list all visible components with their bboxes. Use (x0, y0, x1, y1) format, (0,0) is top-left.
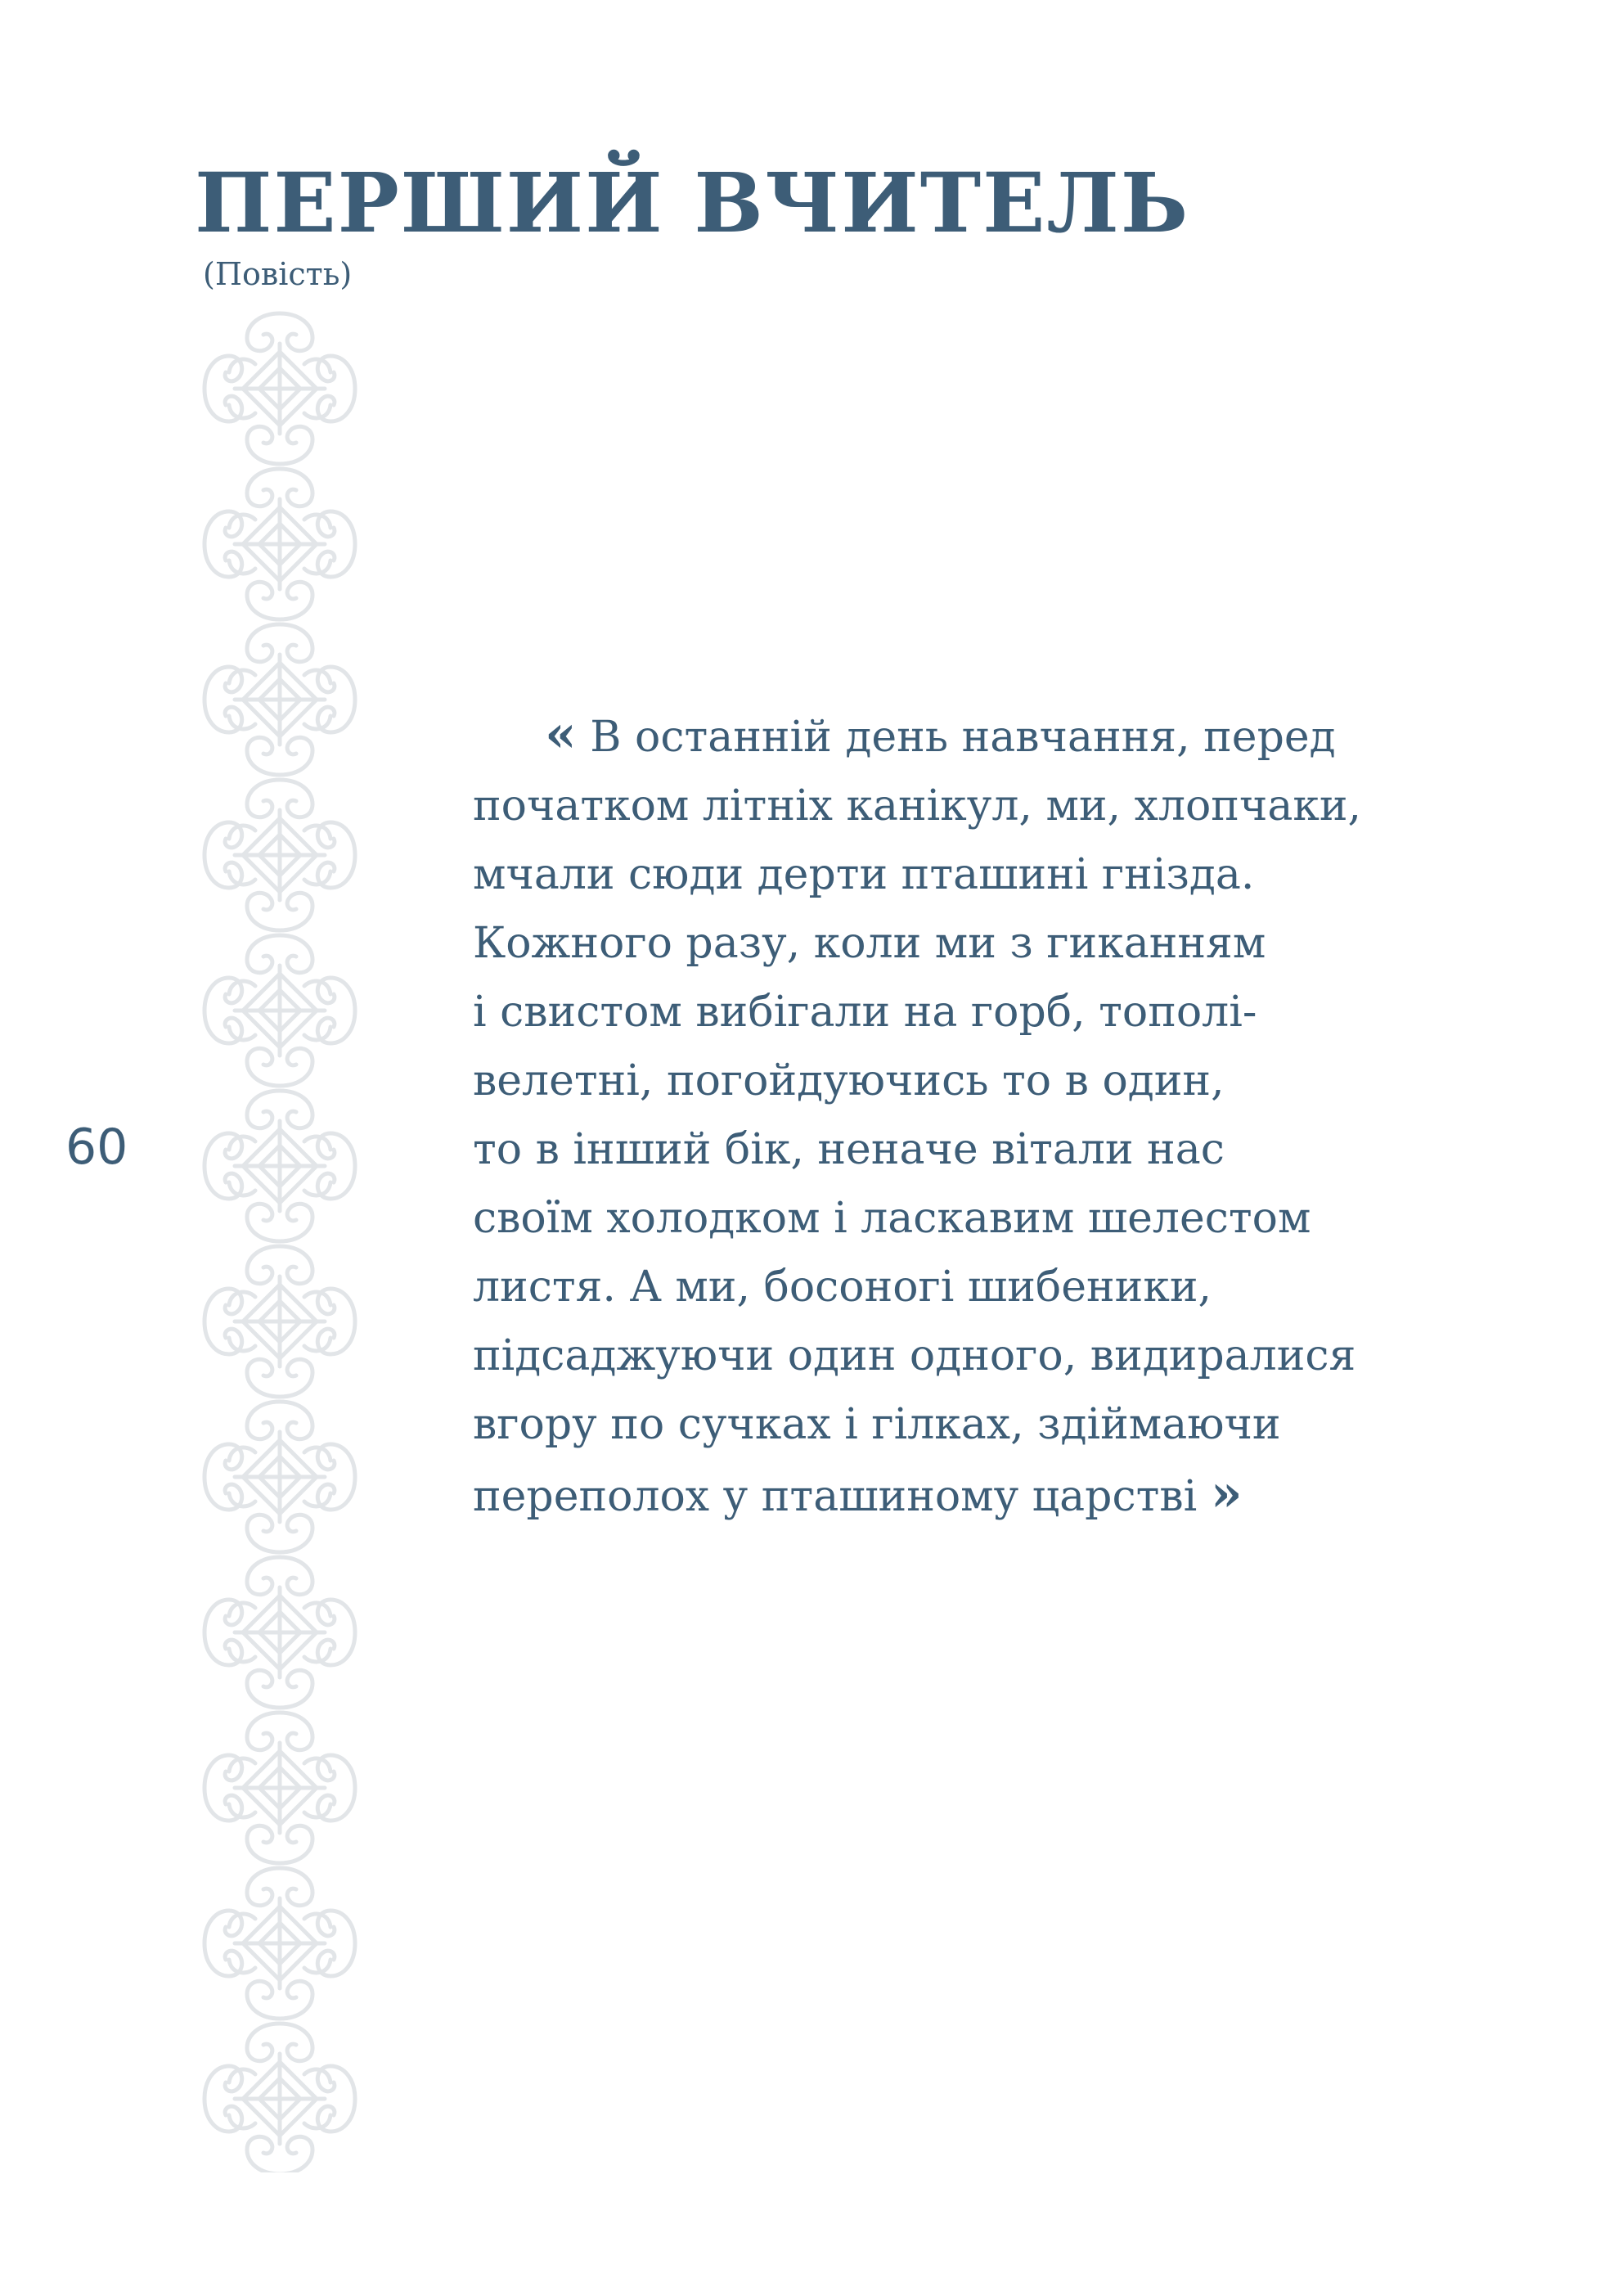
quote-line: листя. А ми, босоногі шибеники, (473, 1263, 1212, 1312)
quote-line (473, 700, 1422, 772)
close-quote-mark: » (1210, 1463, 1243, 1523)
quote-block (473, 700, 1422, 1531)
open-quote-mark: « (545, 704, 577, 763)
quote-line: і свистом вибігали на горб, тополі- (473, 988, 1257, 1037)
quote-line: своїм холодком і ласкавим шелестом (473, 1194, 1311, 1243)
quote-line: вгору по сучках і гілках, здіймаючи (473, 1400, 1281, 1449)
quote-line-text: переполох у пташиному царстві (473, 1472, 1198, 1521)
quote-line-text: В останній день навчання, перед (590, 713, 1336, 762)
page-number: 60 (65, 1119, 128, 1176)
quote-line: підсаджуючи один одного, видиралися (473, 1331, 1356, 1380)
story-subtitle: (Повість) (203, 256, 353, 292)
ornament-strip-graphic (198, 307, 362, 2172)
ornament-strip (198, 307, 362, 2172)
quote-line: мчали сюди дерти пташині гнізда. (473, 850, 1255, 899)
quote-line: велетні, погойдуючись то в один, (473, 1056, 1225, 1105)
quote-line (473, 1459, 1422, 1531)
quote-line: Кожного разу, коли ми з гиканням (473, 919, 1266, 968)
quote-line: початком літніх канікул, ми, хлопчаки, (473, 781, 1362, 831)
story-title: ПЕРШИЙ ВЧИТЕЛЬ (195, 155, 1190, 251)
quote-line: то в інший бік, неначе вітали нас (473, 1125, 1225, 1174)
